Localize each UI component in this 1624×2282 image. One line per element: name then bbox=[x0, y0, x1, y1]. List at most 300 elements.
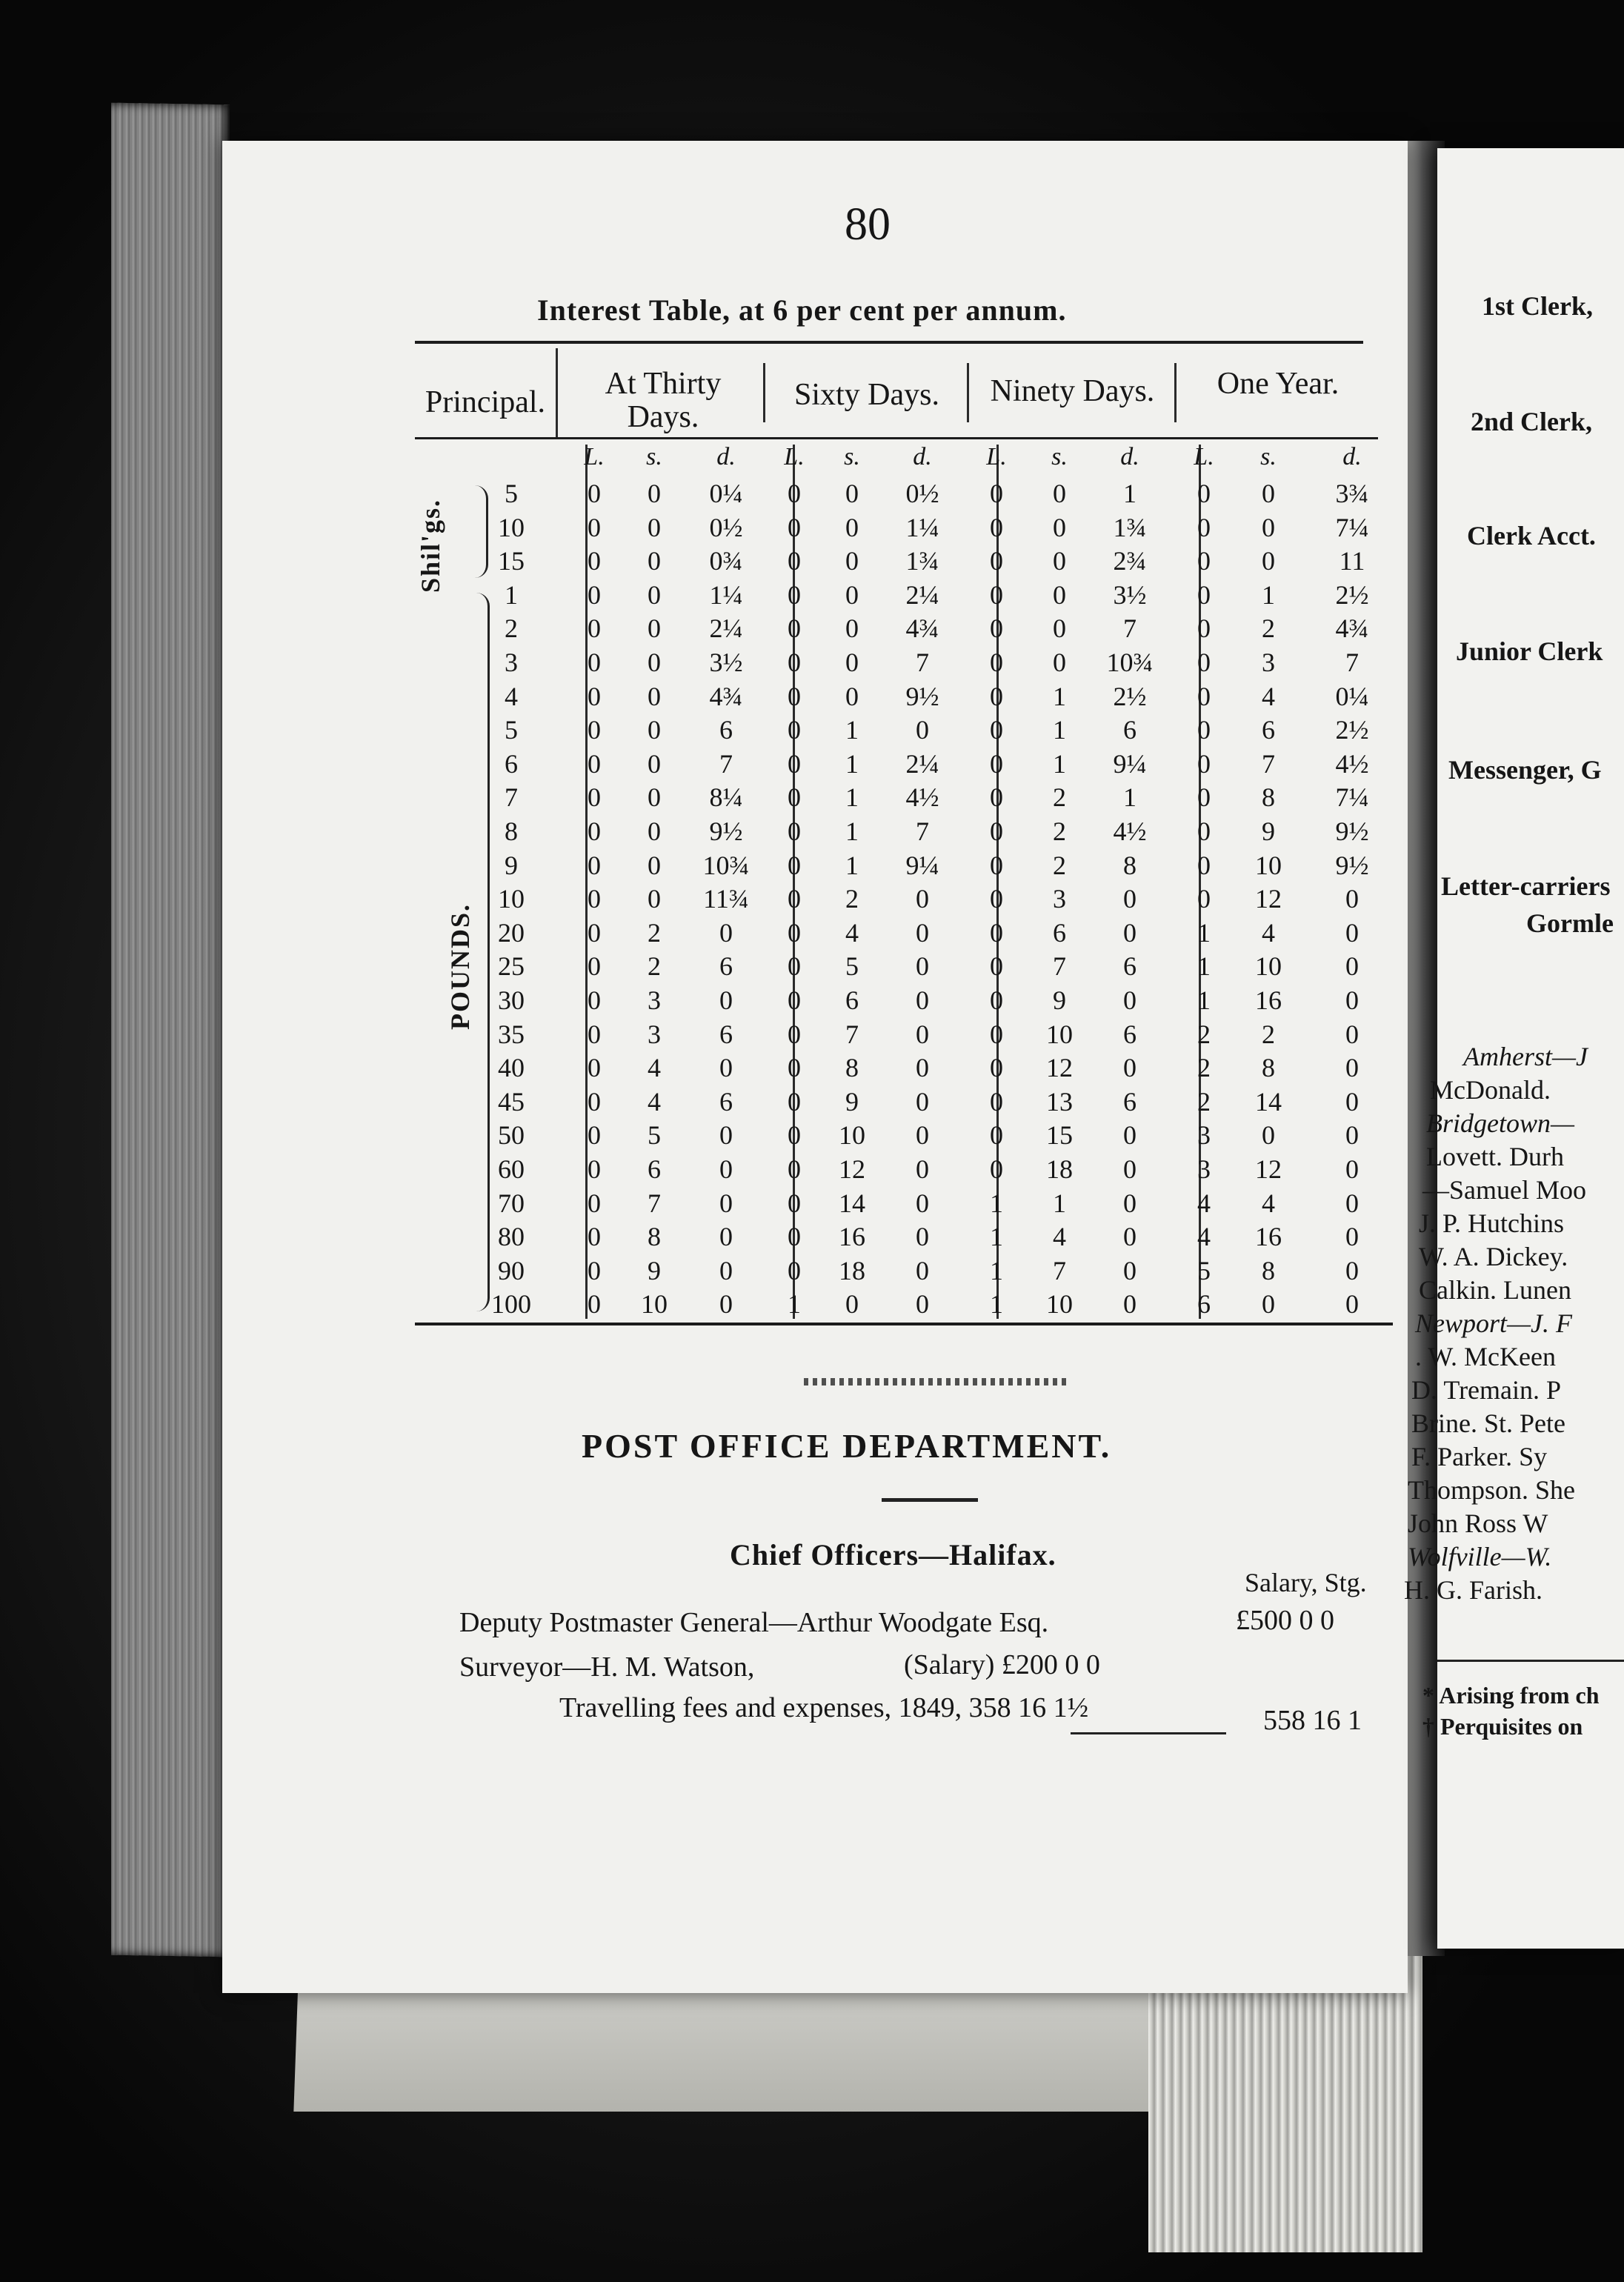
right-page-text-line: H. G. Farish. bbox=[1404, 1575, 1543, 1605]
cell-sixty-d: 0 bbox=[916, 1053, 929, 1083]
header-divider bbox=[763, 363, 765, 422]
cell-sixty-l: 0 bbox=[788, 1222, 801, 1252]
side-label-pounds: POUNDS. bbox=[445, 902, 475, 1030]
cell-ninety-s: 1 bbox=[1053, 748, 1066, 779]
cell-ninety-s: 7 bbox=[1053, 951, 1066, 982]
cell-year-l: 0 bbox=[1197, 479, 1211, 508]
cell-year-d: 0 bbox=[1345, 1222, 1359, 1252]
table-row bbox=[0, 1120, 1408, 1154]
cell-sixty-d: 9¼ bbox=[905, 850, 939, 880]
cell-thirty-d: 2¼ bbox=[709, 613, 743, 644]
cell-year-d: 0 bbox=[1345, 1154, 1359, 1184]
cell-sixty-l: 0 bbox=[788, 850, 801, 880]
cell-ninety-l: 0 bbox=[990, 613, 1003, 644]
cell-ninety-l: 1 bbox=[990, 1188, 1003, 1218]
travelling-fees-line: Travelling fees and expenses, 1849, 358 16 1½ bbox=[559, 1692, 1089, 1723]
cell-year-l: 1 bbox=[1197, 985, 1211, 1015]
cell-sixty-s: 1 bbox=[845, 782, 859, 813]
cell-thirty-d: 0 bbox=[719, 1222, 733, 1252]
total-amount: 558 16 1 bbox=[1263, 1705, 1362, 1736]
cell-sixty-s: 6 bbox=[845, 985, 859, 1015]
cell-sixty-l: 0 bbox=[788, 579, 801, 610]
cell-ninety-l: 0 bbox=[990, 782, 1003, 813]
cell-sixty-l: 0 bbox=[788, 816, 801, 846]
cell-sixty-d: 0 bbox=[916, 1120, 929, 1151]
cell-principal: 9 bbox=[505, 850, 518, 880]
cell-sixty-s: 9 bbox=[845, 1086, 859, 1117]
cell-sixty-l: 0 bbox=[788, 951, 801, 982]
cell-thirty-s: 0 bbox=[648, 681, 661, 711]
cell-year-l: 0 bbox=[1197, 546, 1211, 576]
cell-sixty-d: 2¼ bbox=[905, 748, 939, 779]
right-page-clerk-line: Clerk Acct. bbox=[1467, 521, 1596, 550]
cell-sixty-d: 0 bbox=[916, 985, 929, 1015]
cell-sixty-d: 9½ bbox=[905, 681, 939, 711]
cell-thirty-s: 0 bbox=[648, 512, 661, 542]
cell-thirty-d: 7 bbox=[719, 748, 733, 779]
cell-year-s: 4 bbox=[1262, 917, 1275, 948]
cell-ninety-s: 0 bbox=[1053, 648, 1066, 677]
cell-thirty-d: 0 bbox=[719, 1255, 733, 1285]
cell-ninety-s: 12 bbox=[1046, 1053, 1073, 1083]
cell-ninety-d: 0 bbox=[1123, 1120, 1137, 1151]
cell-year-s: 2 bbox=[1262, 613, 1275, 644]
cell-sixty-l: 0 bbox=[788, 782, 801, 813]
table-row bbox=[0, 1052, 1408, 1086]
cell-thirty-d: 9½ bbox=[709, 816, 743, 846]
cell-thirty-d: 1¼ bbox=[709, 579, 743, 610]
cell-sixty-s: 4 bbox=[845, 917, 859, 948]
cell-thirty-l: 0 bbox=[588, 951, 601, 982]
cell-thirty-l: 0 bbox=[588, 648, 601, 677]
cell-sixty-l: 0 bbox=[788, 479, 801, 508]
cell-year-s: 1 bbox=[1262, 579, 1275, 610]
cell-sixty-l: 0 bbox=[788, 917, 801, 948]
right-page-text-line: —Samuel Moo bbox=[1422, 1175, 1586, 1205]
header-divider bbox=[1174, 363, 1177, 422]
cell-year-d: 0 bbox=[1345, 1019, 1359, 1049]
cell-thirty-l: 0 bbox=[588, 1289, 601, 1320]
cell-year-l: 0 bbox=[1197, 748, 1211, 779]
cell-ninety-d: 8 bbox=[1123, 850, 1137, 880]
cell-sixty-d: 0 bbox=[916, 917, 929, 948]
cell-principal: 15 bbox=[498, 546, 525, 576]
cell-ninety-s: 0 bbox=[1053, 613, 1066, 644]
cell-thirty-l: 0 bbox=[588, 579, 601, 610]
cell-thirty-d: 0 bbox=[719, 1120, 733, 1151]
cell-thirty-s: 2 bbox=[648, 951, 661, 982]
cell-thirty-d: 11¾ bbox=[703, 884, 749, 914]
cell-ninety-d: 0 bbox=[1123, 884, 1137, 914]
cell-year-l: 0 bbox=[1197, 512, 1211, 542]
cell-sixty-s: 0 bbox=[845, 579, 859, 610]
cell-sixty-d: 0½ bbox=[905, 479, 939, 508]
cell-sixty-d: 1¼ bbox=[905, 512, 939, 542]
cell-year-l: 2 bbox=[1197, 1086, 1211, 1117]
cell-ninety-l: 0 bbox=[990, 546, 1003, 576]
cell-ninety-l: 0 bbox=[990, 1086, 1003, 1117]
cell-sixty-l: 0 bbox=[788, 715, 801, 745]
cell-ninety-d: 6 bbox=[1123, 715, 1137, 745]
cell-year-s: 9 bbox=[1262, 816, 1275, 846]
cell-sixty-l: 0 bbox=[788, 546, 801, 576]
unit-label-year-s: s. bbox=[1260, 443, 1277, 470]
cell-sixty-d: 0 bbox=[916, 1154, 929, 1184]
cell-ninety-d: 1¾ bbox=[1113, 512, 1147, 542]
cell-ninety-d: 6 bbox=[1123, 1086, 1137, 1117]
cell-year-s: 8 bbox=[1262, 1053, 1275, 1083]
right-page-text-line: Newport—J. F bbox=[1415, 1308, 1572, 1338]
cell-sixty-s: 8 bbox=[845, 1053, 859, 1083]
cell-thirty-d: 0 bbox=[719, 917, 733, 948]
table-row bbox=[0, 1154, 1408, 1188]
cell-year-s: 16 bbox=[1255, 1222, 1282, 1252]
cell-year-s: 0 bbox=[1262, 1120, 1275, 1151]
cell-thirty-l: 0 bbox=[588, 681, 601, 711]
cell-ninety-d: 3½ bbox=[1113, 579, 1147, 610]
table-row bbox=[0, 579, 1408, 613]
cell-principal: 70 bbox=[498, 1188, 525, 1218]
cell-principal: 2 bbox=[505, 613, 518, 644]
cell-ninety-s: 1 bbox=[1053, 715, 1066, 745]
cell-thirty-s: 0 bbox=[648, 715, 661, 745]
cell-sixty-s: 0 bbox=[845, 648, 859, 677]
cell-sixty-s: 18 bbox=[839, 1255, 865, 1285]
cell-year-l: 5 bbox=[1197, 1255, 1211, 1285]
right-page-footnote-rule bbox=[1437, 1660, 1624, 1662]
unit-label-sixty-l: L. bbox=[784, 443, 805, 470]
cell-ninety-s: 2 bbox=[1053, 782, 1066, 813]
cell-sixty-l: 0 bbox=[788, 512, 801, 542]
cell-sixty-d: 0 bbox=[916, 1289, 929, 1320]
cell-sixty-d: 0 bbox=[916, 1222, 929, 1252]
cell-thirty-s: 0 bbox=[648, 479, 661, 508]
cell-year-d: 0 bbox=[1345, 985, 1359, 1015]
right-page-text-line: F. Parker. Sy bbox=[1411, 1442, 1548, 1471]
right-page-text-line: John Ross W bbox=[1408, 1508, 1548, 1538]
cell-year-l: 3 bbox=[1197, 1120, 1211, 1151]
cell-thirty-d: 0 bbox=[719, 1188, 733, 1218]
cell-sixty-s: 14 bbox=[839, 1188, 865, 1218]
header-one-year: One Year. bbox=[1217, 367, 1340, 401]
cell-thirty-l: 0 bbox=[588, 850, 601, 880]
unit-label-year-d: d. bbox=[1342, 443, 1362, 470]
cell-thirty-d: 6 bbox=[719, 715, 733, 745]
cell-year-l: 0 bbox=[1197, 648, 1211, 677]
cell-sixty-d: 4½ bbox=[905, 782, 939, 813]
cell-year-l: 6 bbox=[1197, 1289, 1211, 1320]
cell-ninety-s: 6 bbox=[1053, 917, 1066, 948]
cell-year-s: 12 bbox=[1255, 1154, 1282, 1184]
page-number: 80 bbox=[845, 199, 891, 250]
cell-principal: 8 bbox=[505, 816, 518, 846]
cell-year-l: 2 bbox=[1197, 1019, 1211, 1049]
cell-thirty-d: 4¾ bbox=[709, 681, 743, 711]
cell-ninety-s: 4 bbox=[1053, 1222, 1066, 1252]
cell-year-d: 3¾ bbox=[1335, 479, 1369, 508]
table-top-rule bbox=[415, 341, 1363, 344]
cell-year-d: 0 bbox=[1345, 951, 1359, 982]
salary-header: Salary, Stg. bbox=[1245, 1568, 1367, 1597]
cell-ninety-d: 2¾ bbox=[1113, 546, 1147, 576]
cell-ninety-l: 0 bbox=[990, 884, 1003, 914]
cell-thirty-s: 8 bbox=[648, 1222, 661, 1252]
cell-ninety-d: 1 bbox=[1123, 782, 1137, 813]
cell-year-d: 7 bbox=[1345, 648, 1359, 677]
table-row bbox=[0, 816, 1408, 850]
cell-sixty-s: 0 bbox=[845, 546, 859, 576]
cell-sixty-s: 1 bbox=[845, 748, 859, 779]
unit-label-thirty-d: d. bbox=[716, 443, 736, 470]
cell-sixty-l: 0 bbox=[788, 1188, 801, 1218]
cell-thirty-s: 0 bbox=[648, 546, 661, 576]
cell-thirty-l: 0 bbox=[588, 1188, 601, 1218]
cell-year-l: 0 bbox=[1197, 579, 1211, 610]
cell-sixty-s: 5 bbox=[845, 951, 859, 982]
cell-ninety-s: 10 bbox=[1046, 1289, 1073, 1320]
unit-label-ninety-l: L. bbox=[986, 443, 1007, 470]
cell-thirty-s: 0 bbox=[648, 748, 661, 779]
cell-thirty-s: 10 bbox=[641, 1289, 668, 1320]
cell-principal: 1 bbox=[505, 579, 518, 610]
cell-ninety-l: 0 bbox=[990, 1053, 1003, 1083]
cell-year-d: 7¼ bbox=[1335, 782, 1369, 813]
cell-thirty-d: 0½ bbox=[709, 512, 743, 542]
deputy-postmaster-line: Deputy Postmaster General—Arthur Woodgate Esq. bbox=[459, 1607, 1049, 1638]
table-row bbox=[0, 850, 1408, 884]
cell-year-l: 0 bbox=[1197, 715, 1211, 745]
cell-year-d: 4½ bbox=[1335, 748, 1369, 779]
cell-ninety-l: 0 bbox=[990, 681, 1003, 711]
cell-year-d: 0 bbox=[1345, 1289, 1359, 1320]
right-page-text-line: McDonald. bbox=[1430, 1075, 1551, 1105]
cell-ninety-d: 6 bbox=[1123, 951, 1137, 982]
cell-thirty-s: 2 bbox=[648, 917, 661, 948]
table-row bbox=[0, 883, 1408, 917]
header-divider bbox=[556, 348, 558, 437]
cell-principal: 5 bbox=[505, 479, 518, 508]
cell-thirty-s: 4 bbox=[648, 1053, 661, 1083]
cell-year-s: 16 bbox=[1255, 985, 1282, 1015]
cell-ninety-s: 9 bbox=[1053, 985, 1066, 1015]
cell-sixty-d: 0 bbox=[916, 715, 929, 745]
right-page-clerk-line: Messenger, G bbox=[1448, 755, 1602, 785]
cell-year-l: 4 bbox=[1197, 1222, 1211, 1252]
table-row bbox=[0, 1255, 1408, 1289]
surveyor-salary: (Salary) £200 0 0 bbox=[904, 1649, 1100, 1680]
cell-sixty-l: 0 bbox=[788, 748, 801, 779]
cell-year-l: 0 bbox=[1197, 884, 1211, 914]
cell-ninety-l: 0 bbox=[990, 1019, 1003, 1049]
cell-sixty-d: 2¼ bbox=[905, 579, 939, 610]
cell-year-s: 8 bbox=[1262, 782, 1275, 813]
cell-ninety-l: 0 bbox=[990, 648, 1003, 677]
cell-thirty-d: 0 bbox=[719, 1154, 733, 1184]
cell-year-d: 2½ bbox=[1335, 579, 1369, 610]
cell-year-l: 0 bbox=[1197, 850, 1211, 880]
cell-sixty-l: 0 bbox=[788, 1255, 801, 1285]
cell-ninety-d: 0 bbox=[1123, 1154, 1137, 1184]
table-row bbox=[0, 1288, 1408, 1323]
cell-sixty-d: 4¾ bbox=[905, 613, 939, 644]
cell-sixty-d: 0 bbox=[916, 951, 929, 982]
header-divider bbox=[967, 363, 969, 422]
cell-thirty-s: 0 bbox=[648, 613, 661, 644]
cell-ninety-d: 2½ bbox=[1113, 681, 1147, 711]
cell-sixty-l: 0 bbox=[788, 613, 801, 644]
table-row bbox=[0, 1019, 1408, 1053]
section-subtitle: Chief Officers—Halifax. bbox=[730, 1538, 1056, 1571]
cell-sixty-l: 0 bbox=[788, 648, 801, 677]
cell-ninety-s: 1 bbox=[1053, 1188, 1066, 1218]
cell-year-s: 4 bbox=[1262, 681, 1275, 711]
cell-sixty-l: 1 bbox=[788, 1289, 801, 1320]
cell-thirty-d: 8¼ bbox=[709, 782, 743, 813]
right-page-text-line: Lovett. Durh bbox=[1426, 1142, 1564, 1171]
cell-thirty-l: 0 bbox=[588, 782, 601, 813]
cell-year-l: 0 bbox=[1197, 816, 1211, 846]
cell-thirty-d: 6 bbox=[719, 1086, 733, 1117]
cell-ninety-l: 0 bbox=[990, 579, 1003, 610]
cell-sixty-s: 1 bbox=[845, 715, 859, 745]
unit-label-ninety-s: s. bbox=[1051, 443, 1068, 470]
cell-thirty-d: 0 bbox=[719, 985, 733, 1015]
side-label-shillings: Shil'gs. bbox=[416, 498, 445, 593]
cell-year-l: 0 bbox=[1197, 681, 1211, 711]
cell-thirty-s: 7 bbox=[648, 1188, 661, 1218]
cell-ninety-d: 0 bbox=[1123, 1222, 1137, 1252]
cell-year-d: 4¾ bbox=[1335, 613, 1369, 644]
cell-year-d: 0 bbox=[1345, 917, 1359, 948]
cell-year-s: 10 bbox=[1255, 951, 1282, 982]
cell-ninety-d: 7 bbox=[1123, 613, 1137, 644]
cell-year-s: 3 bbox=[1262, 648, 1275, 677]
cell-ninety-l: 0 bbox=[990, 816, 1003, 846]
cell-principal: 60 bbox=[498, 1154, 525, 1184]
header-sixty: Sixty Days. bbox=[793, 378, 939, 412]
cell-sixty-s: 2 bbox=[845, 884, 859, 914]
cell-sixty-s: 1 bbox=[845, 850, 859, 880]
cell-ninety-s: 2 bbox=[1053, 850, 1066, 880]
cell-year-d: 11 bbox=[1339, 546, 1365, 576]
cell-year-d: 0 bbox=[1345, 1120, 1359, 1151]
cell-sixty-d: 7 bbox=[916, 816, 929, 846]
cell-thirty-l: 0 bbox=[588, 1154, 601, 1184]
cell-thirty-l: 0 bbox=[588, 479, 601, 508]
cell-thirty-s: 0 bbox=[648, 850, 661, 880]
decorative-wavy-rule bbox=[804, 1378, 1071, 1386]
cell-year-s: 0 bbox=[1262, 479, 1275, 508]
cell-year-d: 2½ bbox=[1335, 715, 1369, 745]
cell-sixty-l: 0 bbox=[788, 884, 801, 914]
cell-thirty-l: 0 bbox=[588, 546, 601, 576]
cell-year-s: 0 bbox=[1262, 512, 1275, 542]
cell-ninety-s: 1 bbox=[1053, 681, 1066, 711]
cell-year-d: 0 bbox=[1345, 1255, 1359, 1285]
cell-thirty-s: 0 bbox=[648, 884, 661, 914]
right-page-text-line: Calkin. Lunen bbox=[1419, 1275, 1571, 1305]
cell-thirty-s: 0 bbox=[648, 579, 661, 610]
cell-thirty-l: 0 bbox=[588, 816, 601, 846]
cell-year-l: 0 bbox=[1197, 613, 1211, 644]
cell-principal: 10 bbox=[498, 512, 525, 542]
cell-thirty-s: 3 bbox=[648, 985, 661, 1015]
table-row bbox=[0, 951, 1408, 985]
cell-sixty-l: 0 bbox=[788, 1154, 801, 1184]
table-title: Interest Table, at 6 per cent per annum. bbox=[537, 293, 1067, 327]
cell-ninety-s: 0 bbox=[1053, 546, 1066, 576]
cell-sixty-d: 0 bbox=[916, 1086, 929, 1117]
cell-thirty-d: 0 bbox=[719, 1289, 733, 1320]
table-row bbox=[0, 647, 1408, 681]
cell-ninety-d: 0 bbox=[1123, 1255, 1137, 1285]
table-row bbox=[0, 512, 1408, 546]
cell-sixty-s: 7 bbox=[845, 1019, 859, 1049]
cell-principal: 30 bbox=[498, 985, 525, 1015]
unit-label-sixty-d: d. bbox=[913, 443, 932, 470]
cell-ninety-l: 0 bbox=[990, 512, 1003, 542]
cell-year-s: 4 bbox=[1262, 1188, 1275, 1218]
cell-ninety-l: 0 bbox=[990, 850, 1003, 880]
cell-ninety-s: 7 bbox=[1053, 1255, 1066, 1285]
cell-year-s: 7 bbox=[1262, 748, 1275, 779]
cell-ninety-d: 6 bbox=[1123, 1019, 1137, 1049]
table-row bbox=[0, 545, 1408, 579]
cell-ninety-s: 18 bbox=[1046, 1154, 1073, 1184]
cell-sixty-s: 0 bbox=[845, 512, 859, 542]
cell-thirty-l: 0 bbox=[588, 1086, 601, 1117]
cell-thirty-s: 3 bbox=[648, 1019, 661, 1049]
cell-year-s: 10 bbox=[1255, 850, 1282, 880]
cell-sixty-l: 0 bbox=[788, 1120, 801, 1151]
cell-ninety-l: 0 bbox=[990, 917, 1003, 948]
cell-principal: 20 bbox=[498, 917, 525, 948]
cell-sixty-l: 0 bbox=[788, 681, 801, 711]
cell-ninety-s: 10 bbox=[1046, 1019, 1073, 1049]
right-page-text-line: W. A. Dickey. bbox=[1419, 1242, 1568, 1271]
header-ninety: Ninety Days. bbox=[990, 374, 1155, 408]
right-page-text-line: Wolfville—W. bbox=[1408, 1542, 1552, 1571]
table-row bbox=[0, 714, 1408, 748]
cell-principal: 45 bbox=[498, 1086, 525, 1117]
table-row bbox=[0, 748, 1408, 782]
cell-sixty-d: 0 bbox=[916, 1019, 929, 1049]
right-page-clerk-line: Letter-carriers bbox=[1441, 871, 1611, 901]
right-page-footnote: * Arising from ch bbox=[1422, 1682, 1600, 1709]
cell-principal: 80 bbox=[498, 1222, 525, 1252]
cell-year-d: 7¼ bbox=[1335, 512, 1369, 542]
cell-principal: 100 bbox=[491, 1289, 531, 1320]
cell-thirty-l: 0 bbox=[588, 715, 601, 745]
cell-year-l: 3 bbox=[1197, 1154, 1211, 1184]
cell-thirty-l: 0 bbox=[588, 613, 601, 644]
cell-thirty-s: 0 bbox=[648, 648, 661, 677]
right-page-clerk-line: 1st Clerk, bbox=[1482, 291, 1593, 321]
short-rule bbox=[882, 1498, 978, 1502]
cell-principal: 7 bbox=[505, 782, 518, 813]
cell-year-d: 0 bbox=[1345, 1053, 1359, 1083]
table-row bbox=[0, 1086, 1408, 1120]
cell-ninety-l: 0 bbox=[990, 479, 1003, 508]
header-thirty-line2: Days. bbox=[627, 400, 699, 434]
cell-thirty-d: 10¾ bbox=[702, 850, 750, 880]
cell-sixty-d: 0 bbox=[916, 884, 929, 914]
cell-sixty-l: 0 bbox=[788, 1086, 801, 1117]
cell-ninety-l: 0 bbox=[990, 715, 1003, 745]
cell-year-d: 9½ bbox=[1335, 850, 1369, 880]
table-bottom-rule bbox=[415, 1323, 1393, 1325]
cell-thirty-l: 0 bbox=[588, 1019, 601, 1049]
